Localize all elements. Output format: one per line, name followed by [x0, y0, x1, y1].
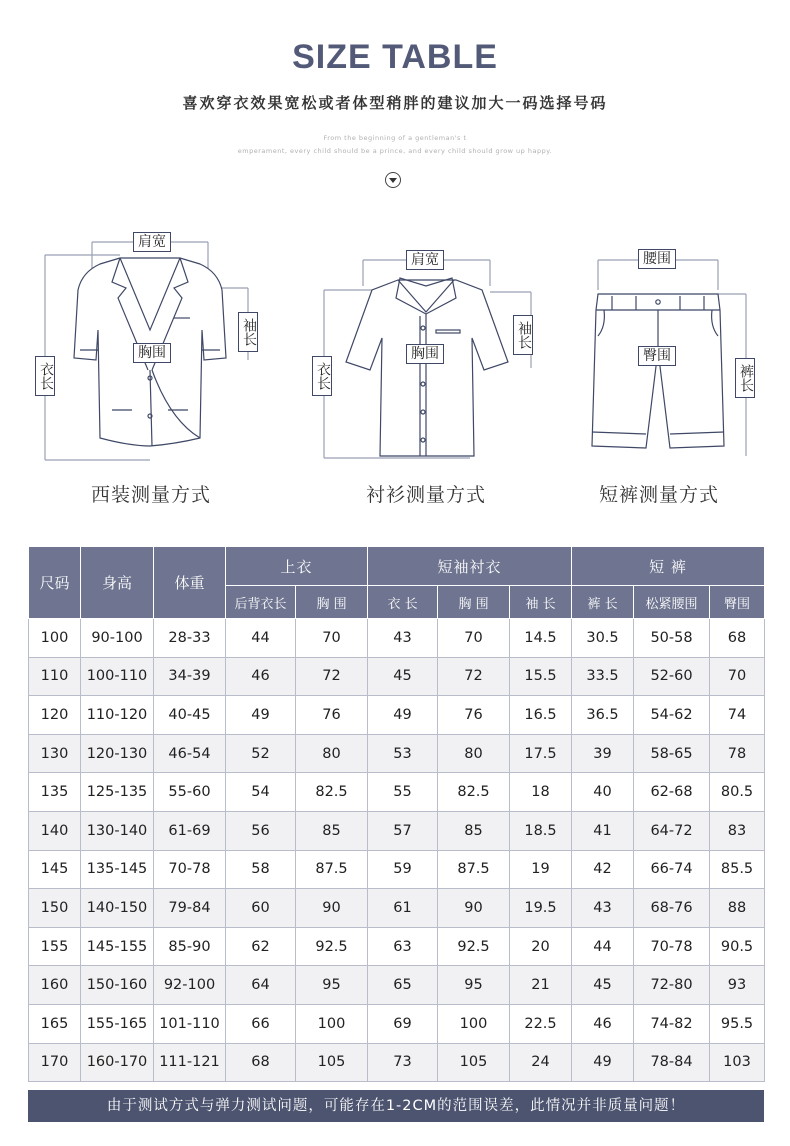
table-cell: 64 — [226, 966, 296, 1005]
table-cell: 92-100 — [154, 966, 226, 1005]
table-row — [29, 927, 765, 966]
table-cell: 46-54 — [154, 734, 226, 773]
header-group-shorts: 短 裤 — [572, 547, 765, 586]
table-cell: 155-165 — [81, 1004, 154, 1043]
table-cell: 101-110 — [154, 1004, 226, 1043]
shirt-label-chest: 胸围 — [406, 344, 444, 364]
table-cell: 87.5 — [296, 850, 368, 889]
suit-label-sleeve: 袖长 — [238, 312, 258, 352]
subheader-sleeve-length: 袖 长 — [510, 586, 572, 619]
table-cell: 105 — [438, 1043, 510, 1082]
table-cell: 70 — [710, 657, 765, 696]
header-size: 尺码 — [29, 547, 81, 619]
table-cell: 120-130 — [81, 734, 154, 773]
table-cell: 49 — [368, 696, 438, 735]
suit-label-chest: 胸围 — [133, 343, 171, 363]
table-cell: 125-135 — [81, 773, 154, 812]
table-row — [29, 889, 765, 928]
table-cell: 160-170 — [81, 1043, 154, 1082]
shorts-label-length: 裤长 — [735, 358, 755, 398]
table-cell: 52-60 — [634, 657, 710, 696]
subheader-elastic-waist: 松紧腰围 — [634, 586, 710, 619]
table-cell: 66-74 — [634, 850, 710, 889]
table-cell: 110 — [29, 657, 81, 696]
table-cell: 140 — [29, 811, 81, 850]
table-cell: 73 — [368, 1043, 438, 1082]
table-cell: 44 — [572, 927, 634, 966]
table-row — [29, 773, 765, 812]
shorts-caption: 短裤测量方式 — [598, 484, 719, 506]
shirt-label-length: 衣长 — [312, 356, 332, 396]
table-cell: 18 — [510, 773, 572, 812]
table-cell: 78-84 — [634, 1043, 710, 1082]
table-cell: 39 — [572, 734, 634, 773]
table-row — [29, 657, 765, 696]
table-cell: 92.5 — [296, 927, 368, 966]
table-row — [29, 734, 765, 773]
table-row — [29, 966, 765, 1005]
table-cell: 55-60 — [154, 773, 226, 812]
table-cell: 70-78 — [154, 850, 226, 889]
subheader-shirt-chest: 胸 围 — [438, 586, 510, 619]
table-cell: 40-45 — [154, 696, 226, 735]
table-cell: 59 — [368, 850, 438, 889]
header-group-shirt: 短袖衬衣 — [368, 547, 572, 586]
table-cell: 145-155 — [81, 927, 154, 966]
table-row — [29, 850, 765, 889]
subheader-top-chest: 胸 围 — [296, 586, 368, 619]
table-cell: 80 — [296, 734, 368, 773]
table-cell: 85 — [296, 811, 368, 850]
table-cell: 90 — [296, 889, 368, 928]
subheader-back-length: 后背衣长 — [226, 586, 296, 619]
table-cell: 95.5 — [710, 1004, 765, 1043]
table-cell: 95 — [438, 966, 510, 1005]
table-cell: 92.5 — [438, 927, 510, 966]
table-cell: 74-82 — [634, 1004, 710, 1043]
table-cell: 57 — [368, 811, 438, 850]
table-cell: 85 — [438, 811, 510, 850]
table-cell: 72-80 — [634, 966, 710, 1005]
tagline-line-1: From the beginning of a gentleman's t — [323, 134, 467, 142]
table-cell: 44 — [226, 619, 296, 658]
table-cell: 79-84 — [154, 889, 226, 928]
table-cell: 34-39 — [154, 657, 226, 696]
page-title: SIZE TABLE — [292, 38, 498, 76]
table-row — [29, 696, 765, 735]
table-cell: 64-72 — [634, 811, 710, 850]
table-cell: 90 — [438, 889, 510, 928]
table-cell: 36.5 — [572, 696, 634, 735]
table-cell: 72 — [438, 657, 510, 696]
table-cell: 90-100 — [81, 619, 154, 658]
table-cell: 61-69 — [154, 811, 226, 850]
table-cell: 68-76 — [634, 889, 710, 928]
table-cell: 70-78 — [634, 927, 710, 966]
table-cell: 20 — [510, 927, 572, 966]
table-cell: 60 — [226, 889, 296, 928]
table-cell: 95 — [296, 966, 368, 1005]
suit-label-shoulder: 肩宽 — [133, 232, 171, 252]
table-cell: 135 — [29, 773, 81, 812]
table-cell: 62-68 — [634, 773, 710, 812]
table-cell: 56 — [226, 811, 296, 850]
table-cell: 170 — [29, 1043, 81, 1082]
table-cell: 46 — [226, 657, 296, 696]
table-cell: 15.5 — [510, 657, 572, 696]
page-subtitle: 喜欢穿衣效果宽松或者体型稍胖的建议加大一码选择号码 — [182, 94, 608, 112]
table-row — [29, 1043, 765, 1082]
table-cell: 33.5 — [572, 657, 634, 696]
table-cell: 78 — [710, 734, 765, 773]
shorts-label-hip: 臀围 — [638, 346, 676, 366]
shirt-caption: 衬衫测量方式 — [365, 484, 486, 506]
subheader-pants-length: 裤 长 — [572, 586, 634, 619]
header-group-top: 上衣 — [226, 547, 368, 586]
table-cell: 58-65 — [634, 734, 710, 773]
scroll-down-icon — [385, 172, 401, 188]
table-cell: 40 — [572, 773, 634, 812]
table-cell: 90.5 — [710, 927, 765, 966]
table-cell: 19 — [510, 850, 572, 889]
table-cell: 87.5 — [438, 850, 510, 889]
table-cell: 24 — [510, 1043, 572, 1082]
table-cell: 82.5 — [296, 773, 368, 812]
table-cell: 120 — [29, 696, 81, 735]
table-cell: 70 — [438, 619, 510, 658]
table-cell: 17.5 — [510, 734, 572, 773]
table-cell: 54 — [226, 773, 296, 812]
table-cell: 150 — [29, 889, 81, 928]
table-cell: 68 — [226, 1043, 296, 1082]
table-cell: 85.5 — [710, 850, 765, 889]
table-cell: 70 — [296, 619, 368, 658]
table-cell: 62 — [226, 927, 296, 966]
table-cell: 49 — [572, 1043, 634, 1082]
table-cell: 19.5 — [510, 889, 572, 928]
header-weight: 体重 — [154, 547, 226, 619]
table-cell: 61 — [368, 889, 438, 928]
table-cell: 140-150 — [81, 889, 154, 928]
table-cell: 93 — [710, 966, 765, 1005]
table-cell: 63 — [368, 927, 438, 966]
table-cell: 110-120 — [81, 696, 154, 735]
table-cell: 45 — [572, 966, 634, 1005]
table-cell: 135-145 — [81, 850, 154, 889]
table-cell: 165 — [29, 1004, 81, 1043]
table-cell: 130 — [29, 734, 81, 773]
table-cell: 42 — [572, 850, 634, 889]
table-cell: 80 — [438, 734, 510, 773]
table-cell: 155 — [29, 927, 81, 966]
size-table — [28, 546, 765, 1082]
table-row — [29, 811, 765, 850]
header-height: 身高 — [81, 547, 154, 619]
subheader-hip: 臀围 — [710, 586, 765, 619]
suit-label-length: 衣长 — [35, 356, 55, 396]
table-row — [29, 619, 765, 658]
table-cell: 100 — [29, 619, 81, 658]
table-cell: 100-110 — [81, 657, 154, 696]
table-cell: 150-160 — [81, 966, 154, 1005]
table-cell: 88 — [710, 889, 765, 928]
table-cell: 66 — [226, 1004, 296, 1043]
table-cell: 100 — [296, 1004, 368, 1043]
table-cell: 83 — [710, 811, 765, 850]
table-cell: 28-33 — [154, 619, 226, 658]
subheader-shirt-length: 衣 长 — [368, 586, 438, 619]
table-cell: 16.5 — [510, 696, 572, 735]
table-cell: 18.5 — [510, 811, 572, 850]
table-cell: 103 — [710, 1043, 765, 1082]
table-cell: 52 — [226, 734, 296, 773]
tagline-line-2: emperament, every child should be a prince, and every child should grow up happy. — [237, 147, 553, 155]
table-cell: 68 — [710, 619, 765, 658]
table-cell: 46 — [572, 1004, 634, 1043]
table-cell: 100 — [438, 1004, 510, 1043]
table-cell: 30.5 — [572, 619, 634, 658]
table-cell: 58 — [226, 850, 296, 889]
table-cell: 145 — [29, 850, 81, 889]
table-cell: 45 — [368, 657, 438, 696]
table-cell: 49 — [226, 696, 296, 735]
table-cell: 21 — [510, 966, 572, 1005]
table-cell: 76 — [438, 696, 510, 735]
table-cell: 69 — [368, 1004, 438, 1043]
table-cell: 72 — [296, 657, 368, 696]
table-cell: 82.5 — [438, 773, 510, 812]
suit-caption: 西装测量方式 — [90, 484, 211, 506]
shorts-label-waist: 腰围 — [638, 249, 676, 269]
table-cell: 55 — [368, 773, 438, 812]
table-cell: 76 — [296, 696, 368, 735]
table-cell: 43 — [368, 619, 438, 658]
table-cell: 14.5 — [510, 619, 572, 658]
table-cell: 160 — [29, 966, 81, 1005]
table-cell: 65 — [368, 966, 438, 1005]
table-row — [29, 1004, 765, 1043]
table-cell: 22.5 — [510, 1004, 572, 1043]
table-cell: 41 — [572, 811, 634, 850]
shirt-label-sleeve: 袖长 — [513, 315, 533, 355]
table-cell: 85-90 — [154, 927, 226, 966]
table-cell: 50-58 — [634, 619, 710, 658]
table-cell: 74 — [710, 696, 765, 735]
table-cell: 80.5 — [710, 773, 765, 812]
table-cell: 53 — [368, 734, 438, 773]
table-cell: 111-121 — [154, 1043, 226, 1082]
table-cell: 105 — [296, 1043, 368, 1082]
table-cell: 130-140 — [81, 811, 154, 850]
shirt-label-shoulder: 肩宽 — [406, 250, 444, 270]
table-cell: 43 — [572, 889, 634, 928]
table-cell: 54-62 — [634, 696, 710, 735]
disclaimer-footer: 由于测试方式与弹力测试问题，可能存在1-2CM的范围误差，此情况并非质量问题！ — [28, 1090, 764, 1122]
